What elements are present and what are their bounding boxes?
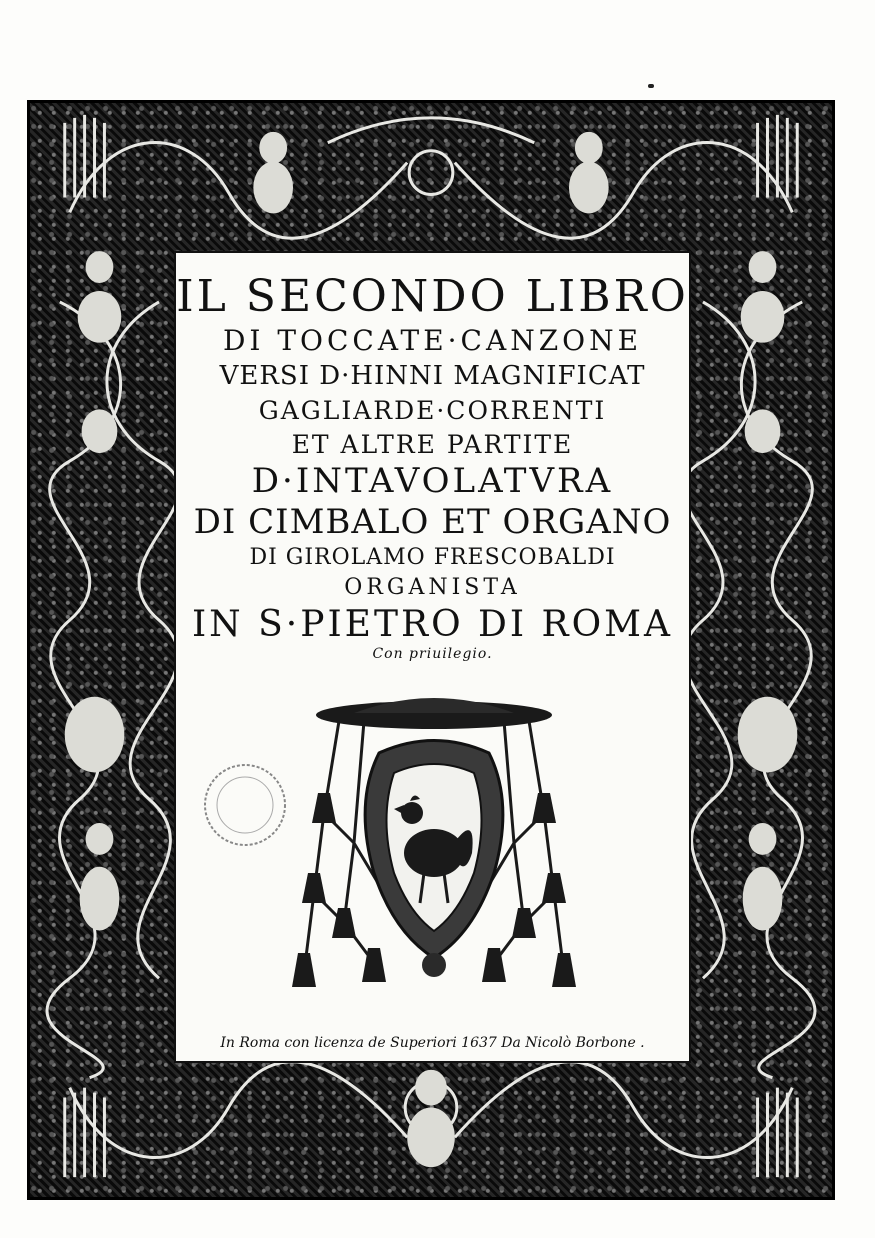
- title-line-3: VERSI D·HINNI MAGNIFICAT: [219, 361, 646, 391]
- privilege-line: Con priuilegio.: [372, 646, 493, 662]
- library-stamp: [200, 760, 290, 850]
- title-line-5: ET ALTRE PARTITE: [291, 430, 574, 459]
- author-line: DI GIROLAMO FRESCOBALDI: [249, 545, 616, 570]
- location-line: IN S·PIETRO DI ROMA: [191, 604, 674, 645]
- ink-speck: [648, 84, 654, 88]
- title-panel: [174, 251, 691, 1063]
- title-line-6: D·INTAVOLATVRA: [251, 461, 614, 501]
- title-line-4: GAGLIARDE·CORRENTI: [258, 396, 607, 425]
- coat-of-arms: [284, 693, 584, 1013]
- title-line-2: DI TOCCATE·CANZONE: [222, 324, 643, 357]
- author-title-line: ORGANISTA: [344, 575, 521, 600]
- title-block: [176, 271, 689, 662]
- imprint: In Roma con licenza de Superiori 1637 Da Nicolò Borbone .: [220, 1035, 645, 1051]
- ornamental-frame: [27, 100, 835, 1200]
- title-line-1: IL SECONDO LIBRO: [176, 271, 689, 322]
- title-line-7: DI CIMBALO ET ORGANO: [193, 502, 672, 542]
